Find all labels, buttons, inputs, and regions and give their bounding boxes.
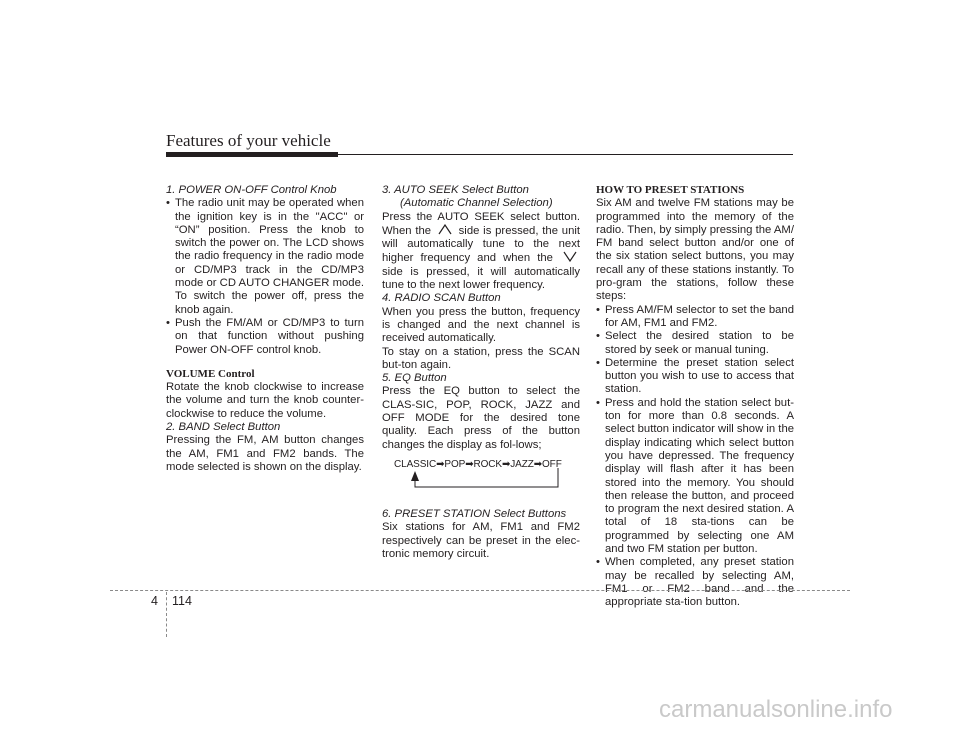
- section-power-title: 1. POWER ON-OFF Control Knob: [166, 184, 337, 196]
- preset-intro: Six AM and twelve FM stations may be programmed into the memory of the radio. Then, by simply pressing the AM/ FM band select button and/or one of the six station select buttons, you may recall any of these stations instantly. To pro-gram the stations, follow these steps:: [596, 197, 794, 303]
- preset-step-2: • Select the desired station to be stored by seek or manual tuning.: [596, 330, 794, 357]
- preset-step-5: • When completed, any preset station may be recalled by selecting AM, FM1 or FM2 band and the appropriate sta-tion button.: [596, 556, 794, 609]
- watermark: carmanualsonline.info: [659, 696, 893, 723]
- footer-vertical-rule: [166, 592, 167, 637]
- preset-heading: HOW TO PRESET STATIONS: [596, 184, 745, 196]
- band-text: Pressing the FM, AM button changes the AM, FM1 and FM2 bands. The mode selected is shown on the display.: [166, 434, 364, 473]
- page-header-title: Features of your vehicle: [166, 131, 331, 150]
- autoseek-text-1: Press the AUTO SEEK select button. When the: [382, 210, 580, 237]
- volume-text: Rotate the knob clockwise to increase the volume and turn the knob counter-clockwise to reduce the volume.: [166, 381, 364, 420]
- section-band-title: 2. BAND Select Button: [166, 421, 281, 434]
- left-column: [166, 184, 364, 474]
- autoseek-subtitle-text: (Automatic Channel Selection): [400, 197, 553, 210]
- eq-sequence: CLASSIC➡POP➡ROCK➡JAZZ➡OFF: [394, 458, 562, 470]
- preset-steps: [596, 304, 794, 610]
- footer-rule: [110, 590, 850, 591]
- autoseek-text: [382, 211, 580, 293]
- volume-heading: VOLUME Control: [166, 367, 255, 380]
- section-preset-title: 6. PRESET STATION Select Buttons: [382, 507, 567, 520]
- autoseek-subtitle: [382, 197, 580, 210]
- header-bar: [166, 152, 338, 157]
- seek-up-icon: [435, 224, 455, 235]
- spacer: [166, 357, 364, 368]
- autoseek-text-3: side is pressed, it will automatically tune to the next lower frequency.: [382, 265, 580, 292]
- middle-column: [382, 184, 580, 561]
- power-bullet-2: • Push the FM/AM or CD/MP3 to turn on that function without pushing Power ON-OFF control knob.: [166, 317, 364, 357]
- preset-step-1: • Press AM/FM selector to set the band for AM, FM1 and FM2.: [596, 304, 794, 331]
- power-bullets: [166, 197, 364, 357]
- scan-text-1: When you press the button, frequency is changed and the next channel is received automatically.: [382, 305, 580, 345]
- seek-down-icon: [560, 251, 580, 262]
- section-eq-title: 5. EQ Button: [382, 372, 447, 385]
- preset-step-4: • Press and hold the station select but-ton for more than 0.8 seconds. A select button indicator will show in the display indicating which select button you have depressed. The frequency display will flash after it has been stored into the memory. You should then release the button, and proceed to program the next desired station. A total of 18 sta-tions can be programmed by selecting one AM and two FM station per button.: [596, 397, 794, 557]
- eq-text: Press the EQ button to select the CLAS-SIC, POP, ROCK, JAZZ and OFF MODE for the desired tone quality. Each press of the button changes the display as fol-lows;: [382, 385, 580, 451]
- power-bullet-1: • The radio unit may be operated when the ignition key is in the "ACC" or “ON” position. Press the knob to switch the power on. The LCD shows the radio frequency in the radio mode or CD/MP3 track in the CD/MP3 mode or CD AUTO CHANGER mode. To switch the power off, press the knob again.: [166, 197, 364, 317]
- page-number: 114: [172, 594, 192, 608]
- scan-text-2: To stay on a station, press the SCAN but-ton again.: [382, 345, 580, 371]
- preset-text: Six stations for AM, FM1 and FM2 respectively can be preset in the elec-tronic memory circuit.: [382, 521, 580, 560]
- chapter-number: 4: [151, 594, 158, 608]
- section-autoseek-title: 3. AUTO SEEK Select Button: [382, 184, 529, 196]
- autoseek-text-2: side is pressed, the unit will automatically tune to the next higher frequency and when the: [382, 224, 581, 265]
- eq-cycle-diagram: [382, 456, 582, 498]
- preset-step-3: • Determine the preset station select button you wish to use to access that station.: [596, 357, 794, 397]
- section-scan-title: 4. RADIO SCAN Button: [382, 292, 501, 305]
- header-rule: [338, 154, 793, 155]
- right-column: [596, 184, 794, 610]
